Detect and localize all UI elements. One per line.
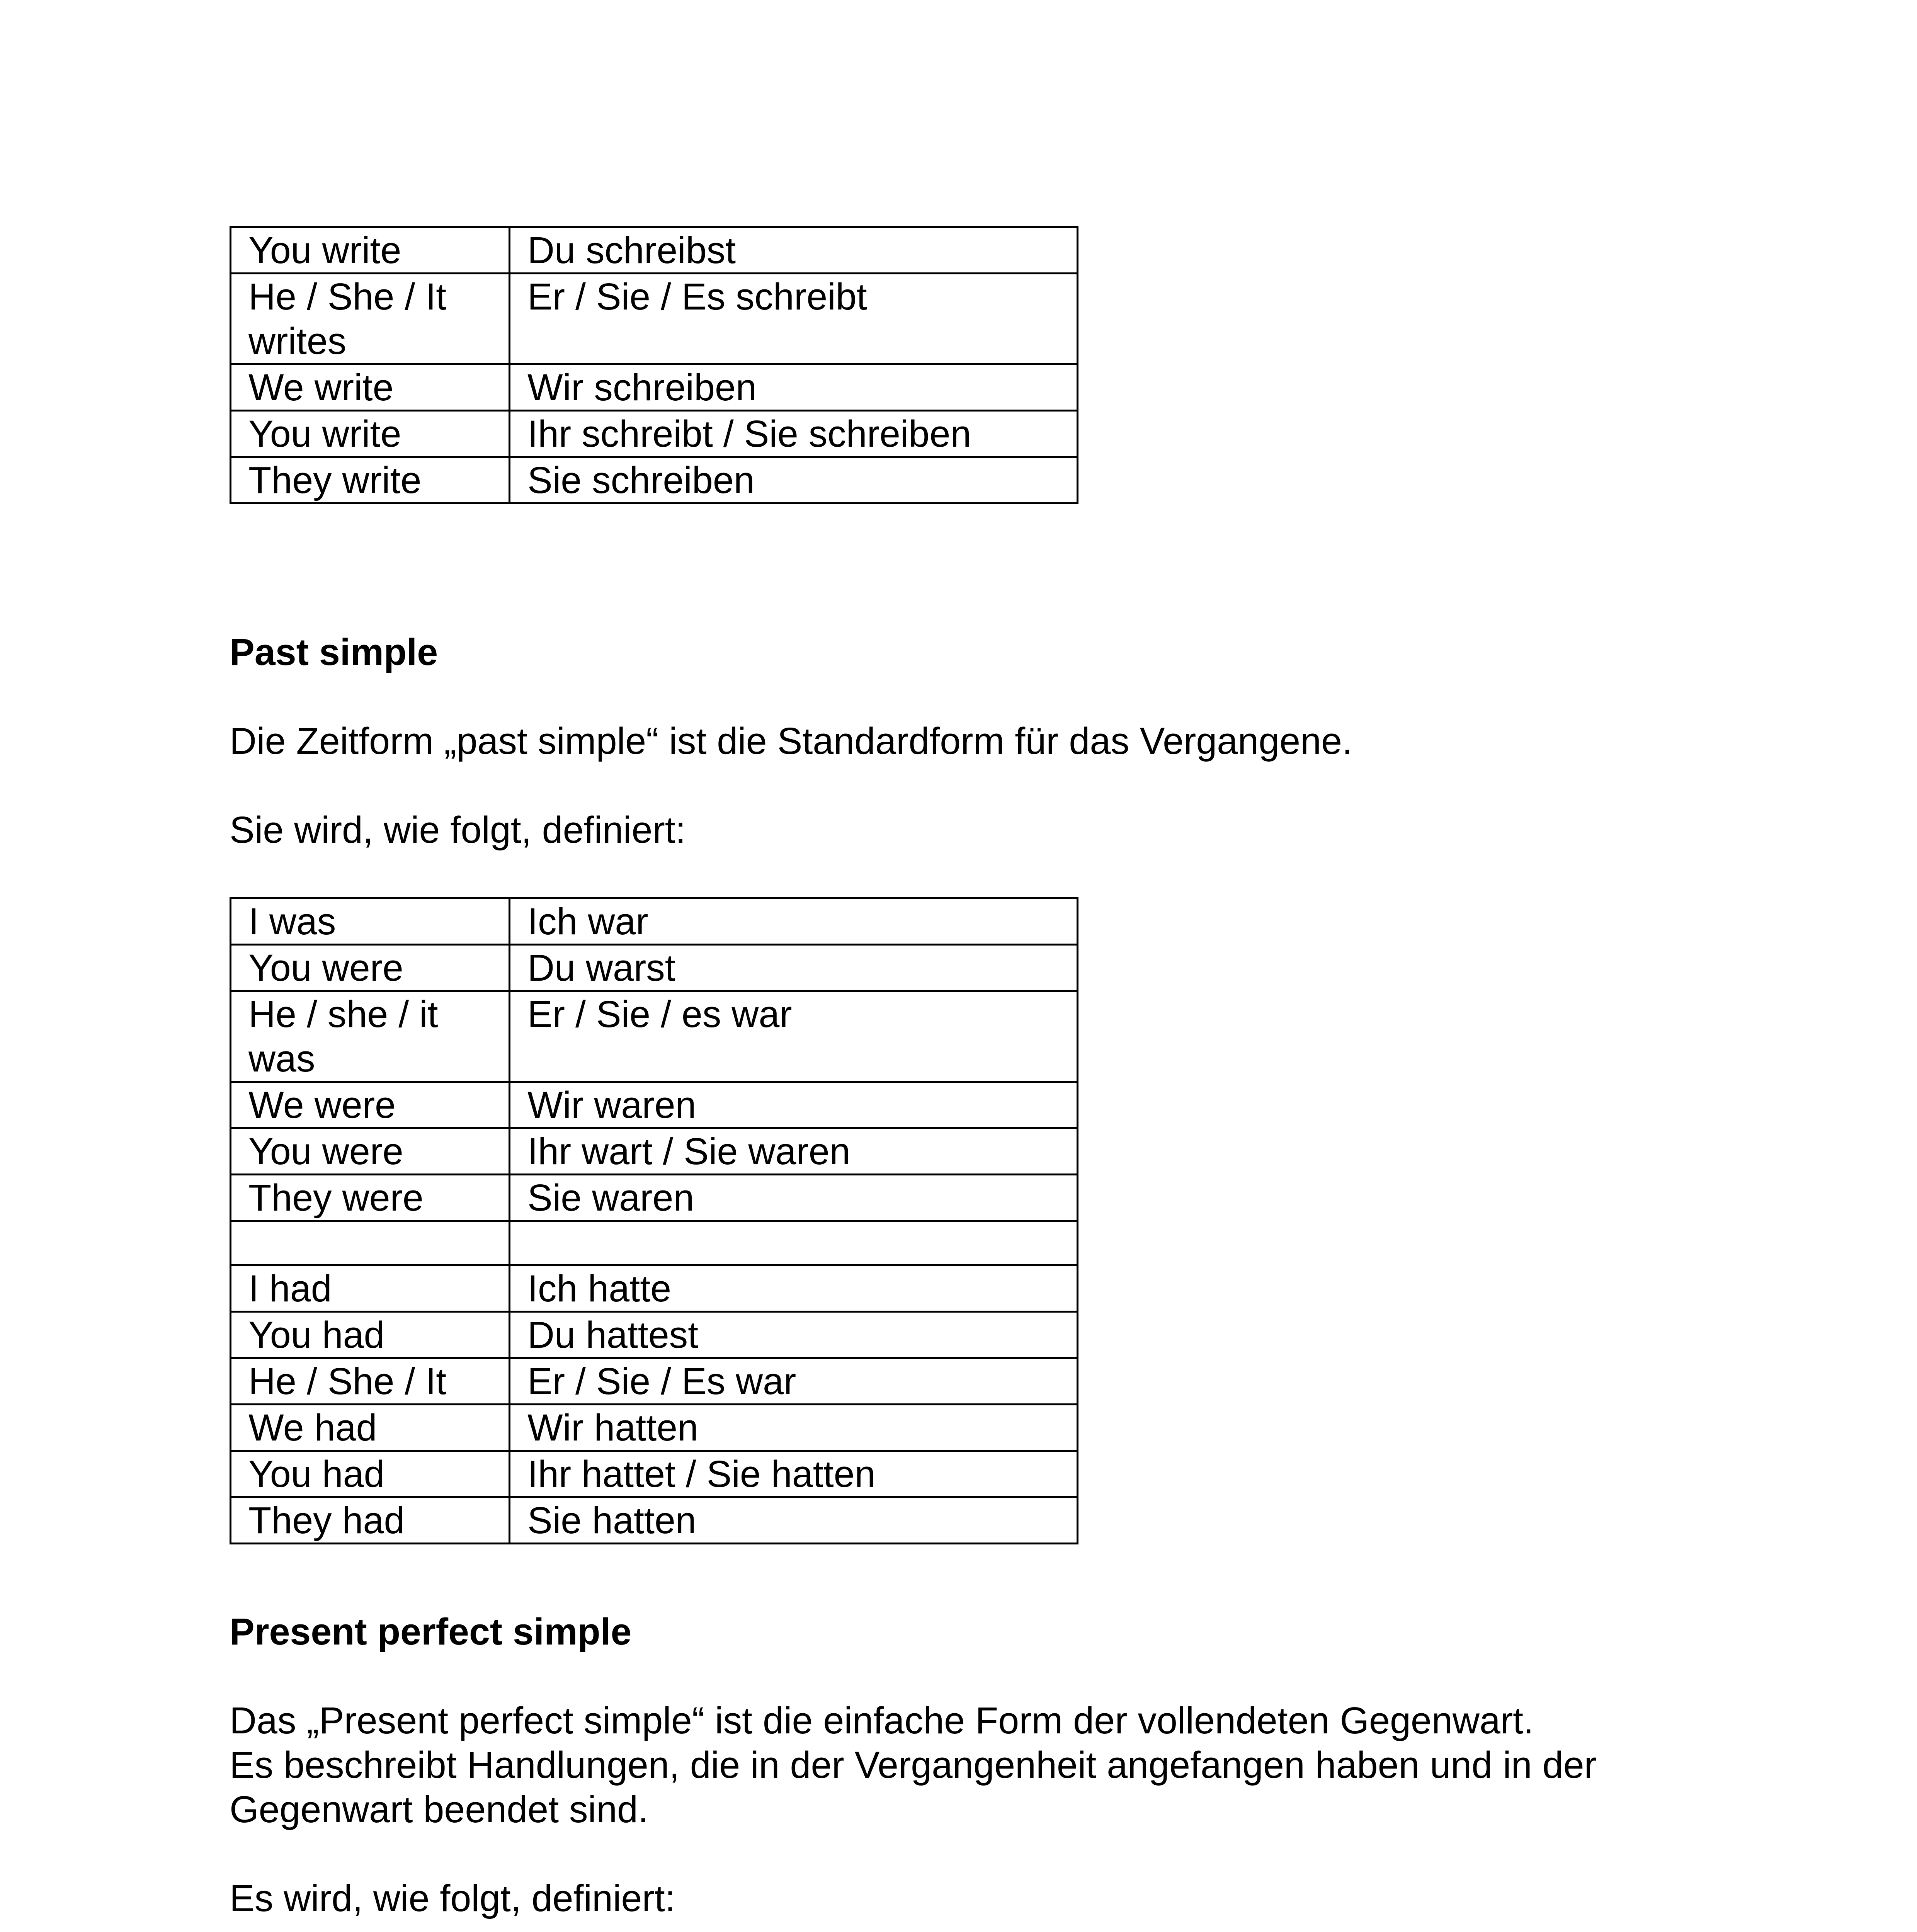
german-cell: Ihr schreibt / Sie schreiben bbox=[510, 411, 1078, 457]
past-simple-table-wrapper bbox=[230, 897, 1078, 1544]
past-simple-heading: Past simple bbox=[230, 631, 438, 673]
german-cell: Sie schreiben bbox=[510, 457, 1078, 503]
present-perfect-line-2: Es beschreibt Handlungen, die in der Vergangenheit angefangen haben und in der bbox=[230, 1744, 1597, 1786]
table-row bbox=[231, 274, 1078, 364]
german-cell: Du warst bbox=[510, 945, 1078, 991]
table-row bbox=[231, 411, 1078, 457]
present-simple-table bbox=[230, 226, 1078, 504]
german-cell: Du schreibst bbox=[510, 227, 1078, 274]
german-cell: Er / Sie / Es war bbox=[510, 1358, 1078, 1405]
german-cell: Ihr wart / Sie waren bbox=[510, 1128, 1078, 1175]
german-cell: Sie waren bbox=[510, 1175, 1078, 1221]
table-row bbox=[231, 1128, 1078, 1175]
english-cell bbox=[231, 1221, 510, 1265]
german-cell: Wir hatten bbox=[510, 1405, 1078, 1451]
german-cell: Du hattest bbox=[510, 1312, 1078, 1358]
table-row bbox=[231, 1175, 1078, 1221]
english-cell: They were bbox=[231, 1175, 510, 1221]
table-row bbox=[231, 1405, 1078, 1451]
german-cell: Sie hatten bbox=[510, 1497, 1078, 1544]
present-perfect-line-1: Das „Present perfect simple“ ist die einfache Form der vollendeten Gegenwart. bbox=[230, 1699, 1534, 1742]
present-perfect-heading: Present perfect simple bbox=[230, 1611, 632, 1653]
english-cell: You write bbox=[231, 411, 510, 457]
empty-table-row bbox=[231, 1221, 1078, 1265]
table-row bbox=[231, 1451, 1078, 1497]
german-cell: Er / Sie / es war bbox=[510, 991, 1078, 1082]
table-row bbox=[231, 227, 1078, 274]
table-row bbox=[231, 945, 1078, 991]
table-row bbox=[231, 1265, 1078, 1312]
english-cell: We were bbox=[231, 1082, 510, 1128]
german-cell: Er / Sie / Es schreibt bbox=[510, 274, 1078, 364]
present-simple-table-wrapper bbox=[230, 226, 1078, 504]
german-cell bbox=[510, 1221, 1078, 1265]
english-cell: You had bbox=[231, 1451, 510, 1497]
present-perfect-line-3: Gegenwart beendet sind. bbox=[230, 1788, 648, 1830]
english-cell: I was bbox=[231, 898, 510, 945]
present-perfect-defined: Es wird, wie folgt, definiert: bbox=[230, 1877, 675, 1919]
table-row bbox=[231, 1312, 1078, 1358]
german-cell: Wir schreiben bbox=[510, 364, 1078, 411]
english-cell: You were bbox=[231, 945, 510, 991]
english-cell: You had bbox=[231, 1312, 510, 1358]
table-row bbox=[231, 457, 1078, 503]
german-cell: Wir waren bbox=[510, 1082, 1078, 1128]
table-row bbox=[231, 364, 1078, 411]
english-cell: You write bbox=[231, 227, 510, 274]
english-cell: They write bbox=[231, 457, 510, 503]
past-simple-table bbox=[230, 897, 1078, 1544]
english-cell: He / She / It writes bbox=[231, 274, 510, 364]
english-cell: They had bbox=[231, 1497, 510, 1544]
english-cell: He / she / it was bbox=[231, 991, 510, 1082]
english-cell: We had bbox=[231, 1405, 510, 1451]
english-cell: I had bbox=[231, 1265, 510, 1312]
english-cell: You were bbox=[231, 1128, 510, 1175]
english-cell: He / She / It bbox=[231, 1358, 510, 1405]
table-row bbox=[231, 1497, 1078, 1544]
german-cell: Ich hatte bbox=[510, 1265, 1078, 1312]
german-cell: Ich war bbox=[510, 898, 1078, 945]
table-row bbox=[231, 1358, 1078, 1405]
past-simple-intro: Die Zeitform „past simple“ ist die Standardform für das Vergangene. bbox=[230, 720, 1352, 762]
table-row bbox=[231, 1082, 1078, 1128]
english-cell: We write bbox=[231, 364, 510, 411]
table-row bbox=[231, 898, 1078, 945]
german-cell: Ihr hattet / Sie hatten bbox=[510, 1451, 1078, 1497]
past-simple-defined: Sie wird, wie folgt, definiert: bbox=[230, 809, 686, 851]
table-row bbox=[231, 991, 1078, 1082]
